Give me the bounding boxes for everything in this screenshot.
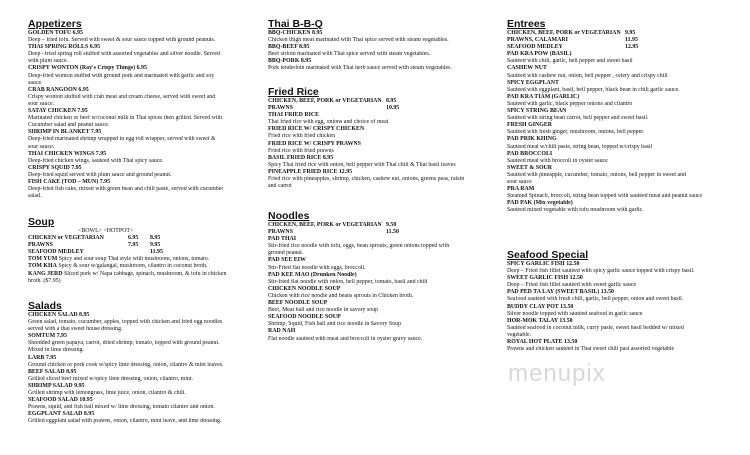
- menu-line: [268, 265, 498, 272]
- item-name: SEAFOOD SALAD 10.95: [28, 397, 93, 404]
- menu-line: [268, 169, 498, 176]
- item-description: Chicken thigh meat marinated with Thai spice served with steam vegetables.: [268, 37, 449, 44]
- item-name: RAD NAH: [268, 328, 296, 335]
- item-name: KANG JERD: [28, 270, 63, 277]
- item-description: Sautéed seafood in coconut milk, curry paste, sweet basil bedded w/ mixed: [507, 324, 684, 331]
- item-description: Spicy & sour w/galangal, mushroom, cilantro in coconut broth.: [56, 263, 208, 270]
- item-name: CASHEW NUT: [507, 65, 547, 72]
- menu-line: [507, 193, 727, 200]
- menu-line: [28, 94, 250, 101]
- menu-line: [507, 346, 727, 353]
- item-description: Stir-Fried flat noodle with eggs, broccoli.: [268, 264, 366, 271]
- item-name: SHRIMP SALAD 9.95: [28, 382, 85, 389]
- menu-line: [507, 275, 727, 282]
- item-description: Sautéed with eggplant, basil, bell pepper, black bean in chili garlic sauce.: [507, 86, 680, 93]
- price-value: 11.95: [625, 37, 638, 44]
- menu-line: [28, 136, 250, 143]
- menu-line: [507, 122, 727, 129]
- item-description: Shrimp, Squid, Fish ball and rice noodle in Savory Soup: [268, 321, 402, 328]
- watermark: menupix: [508, 360, 606, 387]
- item-name: PAD KRA POW (BASIL): [507, 51, 572, 58]
- menu-line: [268, 30, 498, 37]
- item-name: SPICY EGGPLANT: [507, 79, 559, 86]
- price-bowl: 6.95: [128, 235, 139, 242]
- menu-line: [507, 318, 727, 325]
- salads-section: [28, 300, 250, 426]
- menu-line: [28, 355, 250, 362]
- item-description: Sautéed with pineapple, cucumber, tomato, onions, bell pepper in sweet and: [507, 171, 687, 178]
- price-value: 9.50: [386, 222, 397, 228]
- item-description: Sautéed meat w/chili paste, string bean, topped w/crispy basil: [507, 143, 653, 150]
- item-name: CRISPY WONTON (Ray's Crispy Things) 6.95: [28, 65, 147, 72]
- item-name: PAD THAI: [268, 236, 297, 243]
- menu-line: [28, 271, 250, 278]
- menu-line: [268, 126, 498, 133]
- menu-line: [268, 321, 498, 328]
- menu-line: [268, 243, 498, 250]
- item-name: CHICKEN SALAD 8.95: [28, 312, 90, 318]
- item-description: Fried rice with pineapples, shrimp, chicken, cashew nut, onions, greens peas, raisin: [268, 176, 465, 183]
- menu-line: [28, 312, 250, 319]
- item-description: Deep –fried spring roll stuffed with assorted vegetables and silver noodle. Served: [28, 51, 220, 58]
- item-name: PAD KEE MAO (Drunken Noodle): [268, 271, 357, 278]
- menu-line: [507, 144, 727, 151]
- item-description: Deep-fried marinated shrimp wrapped in egg roll wrapper, served with sweet &: [28, 136, 216, 143]
- menu-line: [268, 279, 498, 286]
- menu-line: [28, 278, 250, 285]
- menu-line: [28, 73, 250, 80]
- menu-line: [268, 58, 498, 65]
- seafood-special-section: [507, 249, 727, 353]
- menu-line: [28, 390, 250, 397]
- item-description: Deep-fried chicken wings, sautéed with Thai spicy sauce.: [28, 157, 164, 164]
- menu-line: [507, 65, 727, 72]
- item-description: sour sauce: [507, 178, 532, 185]
- item-description: Cucumber salad and peanut sauce.: [28, 122, 110, 129]
- price-value: 10.95: [386, 105, 400, 112]
- price-label: CHICKEN, BEEF, PORK or VEGETARIAN: [507, 30, 621, 36]
- item-description: with plum sauce.: [28, 58, 69, 65]
- menu-line: [507, 325, 727, 332]
- menu-line: [507, 101, 727, 108]
- item-name: TOM YUM: [28, 256, 58, 263]
- section-title: Seafood Special: [507, 249, 589, 261]
- item-name: LARB 7.95: [28, 354, 57, 361]
- menu-line: [28, 263, 250, 270]
- item-description: Sautéed with fresh ginger, mushroom, onions, bell pepper.: [507, 129, 645, 136]
- menu-line: [28, 129, 250, 136]
- menu-line: [28, 369, 250, 376]
- menu-line: [507, 73, 727, 80]
- menu-line: [268, 141, 498, 148]
- menu-line: [28, 144, 250, 151]
- item-description: sour sauce.: [28, 100, 55, 107]
- item-name: BBQ-PORK 8.95: [268, 58, 312, 65]
- item-name: FRESH GINGER: [507, 122, 553, 129]
- menu-line: [507, 136, 727, 143]
- item-description: Sautéed with cashew nut, onion, bell pepper , celery and crispy chili: [507, 72, 668, 79]
- price-row: [507, 37, 727, 44]
- item-name: BASIL FRIED RICE 8.95: [268, 154, 334, 161]
- bbq-section: [268, 18, 498, 73]
- price-row: [28, 235, 250, 242]
- price-label: PRAWNS, CALAMARI: [507, 37, 568, 44]
- price-row: [268, 222, 498, 229]
- soup-section: [28, 216, 250, 285]
- menu-line: [28, 256, 250, 263]
- item-description: Deep – Fried fish fillet sautéed with sweet garlic sauce: [507, 282, 637, 289]
- menu-line: [507, 58, 727, 65]
- menu-line: [268, 112, 498, 119]
- section-title: Entrees: [507, 18, 546, 30]
- menu-line: [28, 58, 250, 65]
- item-name: PAD SEE EIW: [268, 257, 306, 264]
- menu-line: [268, 257, 498, 264]
- item-description: Pork tenderloin marinated with Thai herb sauce served with steam vegetables.: [268, 65, 452, 72]
- item-description: Marinated chicken or beef w/coconut milk in Thai spices then grilled. Served with: [28, 115, 223, 122]
- menu-line: [28, 362, 250, 369]
- menu-line: [28, 340, 250, 347]
- item-description: Stir-fried flat noodle with onion, bell pepper, tomato, basil and chili: [268, 278, 428, 285]
- menu-line: [268, 250, 498, 257]
- section-title: Soup: [28, 216, 55, 228]
- menu-line: [268, 286, 498, 293]
- price-row: [268, 229, 498, 236]
- item-description: salad.: [28, 193, 42, 200]
- item-description: Fried rice with fried chicken: [268, 133, 336, 140]
- price-label: CHICKEN or VEGETARIAN: [28, 235, 104, 242]
- section-title: Salads: [28, 300, 62, 312]
- price-value: 9.95: [625, 30, 636, 36]
- menu-line: [28, 115, 250, 122]
- item-name: CRAB RANGOON 6.95: [28, 86, 89, 93]
- menu-line: [507, 311, 727, 318]
- item-description: Prawns, squid, and fish ball mixed w/ lime dressing, tomato cilantro and onion.: [28, 404, 215, 411]
- menu-line: [28, 418, 250, 425]
- item-description: broth. ($7.95): [28, 277, 61, 284]
- menu-line: [268, 176, 498, 183]
- section-title: Appetizers: [28, 18, 82, 30]
- menu-line: [507, 282, 727, 289]
- item-name: SEAFOOD NOODLE SOUP: [268, 314, 341, 321]
- item-description: sour sauce.: [28, 143, 55, 150]
- price-label: PRAWNS: [268, 229, 293, 236]
- item-description: Grilled shrimp with lemongrass, lime juice, onion, cilantro & chili.: [28, 390, 186, 397]
- item-description: Shredded green papaya, carrot, dried shrimp, tomato, topped with ground peanut.: [28, 340, 220, 347]
- item-name: THAI SPRING ROLLS 6.95: [28, 44, 101, 51]
- item-name: BUDDY CLAY POT 13.50: [507, 303, 574, 310]
- menu-line: [268, 300, 498, 307]
- section-title: Noodles: [268, 210, 310, 222]
- item-name: BEEF SALAD 8.95: [28, 368, 77, 375]
- price-hotpot: 8.95: [150, 235, 161, 242]
- menu-line: [507, 165, 727, 172]
- item-description: Deep-fried squid served with plum sauce and ground peanut.: [28, 171, 172, 178]
- menu-line: [28, 376, 250, 383]
- menu-line: [28, 397, 250, 404]
- menu-column-left: [28, 0, 250, 455]
- item-name: SWEET & SOUR: [507, 164, 553, 171]
- item-name: PAD KRA TIAM (GARLIC): [507, 93, 580, 100]
- item-description: Crispy wonton stuffed with crab meat and cream cheese, served with sweet and: [28, 93, 216, 100]
- menu-line: [28, 383, 250, 390]
- menu-line: [28, 37, 250, 44]
- item-name: SPICY GARLIC FISH 12.50: [507, 261, 580, 267]
- item-name: SATAY CHICKEN 7.95: [28, 108, 88, 115]
- menu-line: [28, 87, 250, 94]
- menu-line: [268, 162, 498, 169]
- item-name: TOM KHA: [28, 263, 57, 270]
- item-name: BBQ-CHICKEN 8.95: [268, 30, 323, 36]
- price-row: [507, 44, 727, 51]
- item-name: FRIED RICE W/ CRISPY CHICKEN: [268, 126, 365, 133]
- menu-line: [268, 51, 498, 58]
- item-name: GOLDEN TOFU 6.95: [28, 30, 83, 36]
- item-description: Green salad, tomato, cucumber, apples, topped with chicken and fried egg noodles: [28, 319, 223, 326]
- menu-line: [28, 319, 250, 326]
- item-description: sauce.: [28, 79, 43, 86]
- item-name: PAD PRIK KHING: [507, 136, 557, 143]
- menu-line: [507, 172, 727, 179]
- menu-column-middle: [268, 0, 498, 455]
- section-title: Thai B-B-Q: [268, 18, 323, 30]
- price-row: [507, 30, 727, 37]
- item-description: Seafood sautéed with fresh chili, garlic, bell pepper, onion and sweet basil.: [507, 296, 684, 303]
- price-label: CHICKEN, BEEF, PORK or VEGETARIAN: [268, 222, 382, 228]
- menu-line: [28, 404, 250, 411]
- menu-line: [507, 304, 727, 311]
- menu-line: [28, 30, 250, 37]
- menu-line: [268, 236, 498, 243]
- item-name: SHRIMP IN BLANKET 7.95: [28, 129, 102, 136]
- item-description: Deep – fried tofu. Served with sweet & sour sauce topped with ground peanuts.: [28, 37, 216, 44]
- item-description: Mixed in lime dressing.: [28, 347, 84, 354]
- price-hotpot: 9.95: [150, 242, 161, 249]
- item-name: EGGPLANT SALAD 8.95: [28, 411, 95, 418]
- menu-line: [507, 151, 727, 158]
- price-label: SEAFOOD MEDLEY: [28, 249, 84, 256]
- item-description: Beef sirloin marinated with Thai spice served with steam vegetables.: [268, 51, 431, 58]
- item-name: FRIED RICE W/ CRISPY PRAWNS: [268, 140, 361, 147]
- menu-line: [507, 179, 727, 186]
- menu-line: [507, 200, 727, 207]
- menu-line: [268, 65, 498, 72]
- item-description: Flat noodle sautéed with meat and broccoli in oyster gravy sauce.: [268, 335, 423, 342]
- item-name: CHICKEN NOODLE SOUP: [268, 285, 341, 292]
- item-description: Stir-fried rice noodle with tofu, eggs, bean sprouts, green onions topped with: [268, 243, 450, 250]
- menu-line: [28, 108, 250, 115]
- price-value: 8.95: [386, 98, 397, 104]
- menu-line: [28, 172, 250, 179]
- item-name: BBQ-BEEF 8.95: [268, 44, 310, 51]
- menu-line: [507, 115, 727, 122]
- item-name: BEEF NOODLE SOUP: [268, 300, 328, 307]
- item-name: THAI CHICKEN WINGS 7.95: [28, 150, 107, 157]
- price-hotpot: 11.95: [150, 249, 163, 256]
- menu-line: [507, 261, 727, 268]
- menu-line: [268, 37, 498, 44]
- menu-line: [28, 179, 250, 186]
- item-description: Spicy and sour soup Thai style with mushroom, onions, tomato.: [57, 256, 210, 263]
- menu-line: [507, 51, 727, 58]
- menu-line: [507, 296, 727, 303]
- item-description: Deep-fried wonton stuffed with ground pork and marinated with garlic and soy: [28, 72, 215, 79]
- menu-line: [507, 268, 727, 275]
- item-name: PAD BROCCOLI: [507, 150, 553, 157]
- menu-line: [268, 293, 498, 300]
- item-name: PRA RAM: [507, 186, 535, 193]
- price-label: PRAWNS: [268, 105, 293, 112]
- item-name: HOR-MOK TALAY 13.50: [507, 317, 573, 324]
- item-description: Deep – Fried fish fillet sautéed with spicy garlic sauce topped with crispy basil.: [507, 268, 695, 275]
- menu-line: [28, 165, 250, 172]
- item-description: Sautéed with string bean carrot, bell pepper and sweet basil.: [507, 115, 649, 122]
- menu-line: [28, 158, 250, 165]
- menu-line: [268, 44, 498, 51]
- menu-line: [268, 272, 498, 279]
- price-row: [28, 249, 250, 256]
- section-title: Fried Rice: [268, 86, 319, 98]
- item-name: ROYAL HOT PLATE 13.50: [507, 339, 578, 346]
- menu-line: [507, 108, 727, 115]
- item-description: Sautéed meat with broccoli in oyster sauce: [507, 157, 608, 164]
- item-description: Sautéed with garlic, black pepper onions and cilantro: [507, 100, 633, 107]
- menu-line: [507, 158, 727, 165]
- item-name: SPICY STRING BEAN: [507, 108, 567, 115]
- menu-line: [268, 133, 498, 140]
- price-value: 12.95: [625, 44, 639, 51]
- menu-line: [507, 186, 727, 193]
- item-name: PAD PAK (Mix vegetable): [507, 200, 573, 207]
- menu-line: [28, 411, 250, 418]
- entrees-section: [507, 18, 727, 214]
- price-label: SEAFOOD MEDLEY: [507, 44, 563, 51]
- menu-line: [507, 129, 727, 136]
- price-row: [268, 105, 498, 112]
- item-name: CRISPY SQUID 7.95: [28, 164, 82, 171]
- item-description: vegetable.: [507, 331, 532, 338]
- menu-line: [28, 193, 250, 200]
- item-description: Fried rice with fried prawns: [268, 147, 334, 154]
- item-description: ground peanut.: [268, 250, 304, 257]
- item-description: Sliced pork w/ Napa cabbage, spinach, mushroom, & tofu in chicken: [62, 270, 227, 277]
- item-description: Grilled eggplant salad with prawns, onion, cilantro, mint leave, and lime dressing.: [28, 418, 222, 425]
- noodles-section: [268, 210, 498, 343]
- item-description: Thai fried rice with egg, onions and choice of meat: [268, 119, 389, 126]
- appetizers-section: [28, 18, 250, 200]
- menu-line: [507, 94, 727, 101]
- item-description: Grilled sliced beef mixed w/spicy lime dressing, onion, cilantro, mint.: [28, 375, 194, 382]
- price-row: [28, 242, 250, 249]
- fried-rice-section: [268, 86, 498, 190]
- item-name: PINEAPPLE FRIED RICE 12.95: [268, 168, 353, 175]
- item-name: FISH CAKE (TOD – MUN) 7.95: [28, 178, 111, 185]
- menu-line: [268, 328, 498, 335]
- price-bowl: 7.95: [128, 242, 139, 249]
- item-description: Sautéed with chili, garlic, bell pepper and sweet basil: [507, 58, 633, 65]
- menu-line: [268, 314, 498, 321]
- item-description: Sautéed mixed vegetable with tofu mushroom with garlic.: [507, 207, 644, 214]
- item-description: served with a thai sweet house dressing.: [28, 326, 123, 333]
- item-description: Deep-fried fish cake, mixed with green bean and chili paste, served with cucumber: [28, 186, 224, 193]
- price-row: [268, 98, 498, 105]
- menu-line: [28, 326, 250, 333]
- menu-line: [507, 332, 727, 339]
- menu-line: [268, 183, 498, 190]
- menu-line: [507, 289, 727, 296]
- item-description: and carrot: [268, 183, 292, 190]
- menu-line: [268, 155, 498, 162]
- price-label: CHICKEN, BEEF, PORK or VEGETARIAN: [268, 98, 382, 104]
- price-header: <BOWL> <HOTPOT>: [78, 228, 134, 234]
- item-name: PAD PED TA LAY (SWEET BASIL) 13.50: [507, 289, 614, 296]
- menu-line: [28, 101, 250, 108]
- menu-line: [507, 339, 727, 346]
- menu-line: [507, 80, 727, 87]
- item-description: Silver noodle topped with sautéed seafood in garlic sauce: [507, 310, 643, 317]
- menu-line: [28, 347, 250, 354]
- item-description: Beef, Meat ball and rice noodle in savory soup: [268, 307, 379, 314]
- menu-line: [28, 44, 250, 51]
- item-description: Prawns and chicken sautéed in Thai sweet chili past assorted vegetable: [507, 346, 675, 353]
- menu-line: [268, 148, 498, 155]
- item-description: Spicy Thai fried rice with onion, bell pepper with Thai chili & Thai basil leaves: [268, 161, 456, 168]
- menu-line: [268, 119, 498, 126]
- menu-line: [28, 186, 250, 193]
- item-description: Chicken with rice noodle and beans sprouts in Chicken broth.: [268, 292, 414, 299]
- item-name: SWEET GARLIC FISH 12.50: [507, 275, 583, 282]
- menu-line: [28, 51, 250, 58]
- menu-line: [507, 87, 727, 94]
- item-description: Steamed Spinach, broccoli, string bean topped with sautéed meat and peanut sauce: [507, 193, 703, 200]
- menu-line: [28, 80, 250, 87]
- menu-line: [28, 65, 250, 72]
- menu-line: [507, 207, 727, 214]
- price-label: PRAWNS: [28, 242, 53, 249]
- price-value: 11.50: [386, 229, 399, 236]
- item-description: Ground chicken or pork cook w/spicy lime dressing, onion, cilantro & mint leaves.: [28, 361, 224, 368]
- item-name: THAI FRIED RICE: [268, 112, 320, 119]
- menu-line: [268, 307, 498, 314]
- menu-line: [28, 151, 250, 158]
- item-name: SOMTUM 7.95: [28, 333, 67, 340]
- menu-line: [28, 333, 250, 340]
- menu-line: [268, 336, 498, 343]
- menu-line: [28, 122, 250, 129]
